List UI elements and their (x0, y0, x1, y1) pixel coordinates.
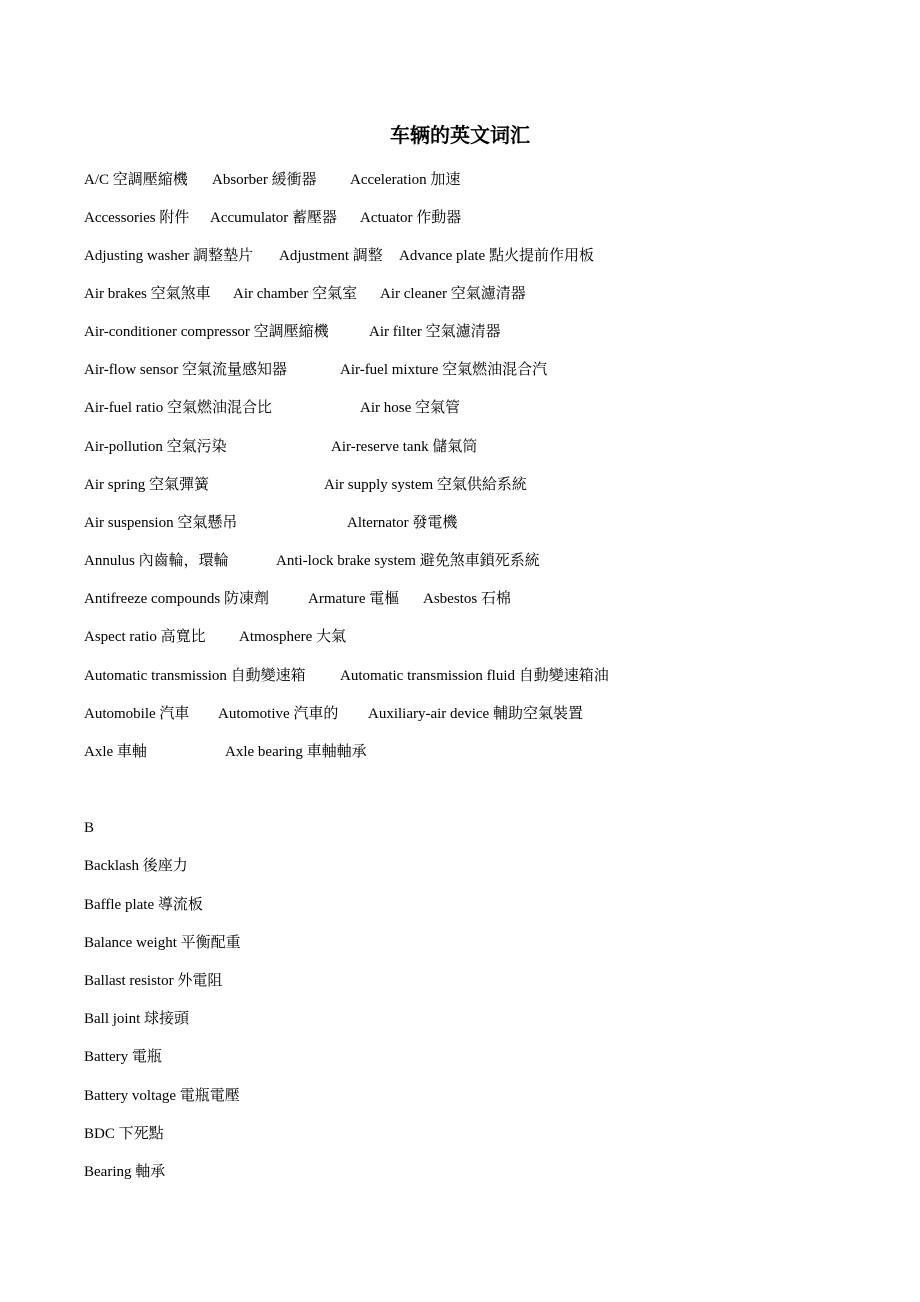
glossary-term: Auxiliary-air device 輔助空氣裝置 (368, 706, 583, 722)
glossary-term: Air suspension 空氣懸吊 (84, 515, 238, 531)
glossary-term: Axle 車軸 (84, 744, 147, 760)
glossary-line: BDC 下死點 (84, 1126, 164, 1142)
glossary-term: Air brakes 空氣煞車 (84, 286, 211, 302)
glossary-line (84, 742, 367, 822)
glossary-term: Accessories 附件 (84, 210, 190, 226)
glossary-term: Automatic transmission 自動變速箱 (84, 668, 306, 684)
glossary-term: Air hose 空氣管 (360, 400, 460, 416)
glossary-term: Actuator 作動器 (360, 210, 462, 226)
glossary-term: Aspect ratio 高寬比 (84, 629, 206, 645)
glossary-term: Automatic transmission fluid 自動變速箱油 (340, 668, 609, 684)
glossary-term: Alternator 發電機 (347, 515, 458, 531)
glossary-term: Adjustment 調整 (279, 248, 383, 264)
glossary-term: Air-flow sensor 空氣流量感知器 (84, 362, 288, 378)
glossary-line: Battery 電瓶 (84, 1049, 162, 1065)
glossary-term: Air-pollution 空氣污染 (84, 439, 227, 455)
glossary-term: Accumulator 蓄壓器 (210, 210, 338, 226)
glossary-line: Baffle plate 導流板 (84, 897, 203, 913)
glossary-term: Air supply system 空氣供給系統 (324, 477, 527, 493)
glossary-term: Antifreeze compounds 防凍劑 (84, 591, 269, 607)
glossary-line: Battery voltage 電瓶電壓 (84, 1088, 240, 1104)
glossary-term: Anti-lock brake system 避免煞車鎖死系統 (276, 553, 540, 569)
glossary-line: Balance weight 平衡配重 (84, 935, 241, 951)
glossary-term: Air spring 空氣彈簧 (84, 477, 209, 493)
glossary-term: Automobile 汽車 (84, 706, 190, 722)
glossary-term: Air filter 空氣濾清器 (369, 324, 501, 340)
glossary-term: Atmosphere 大氣 (239, 629, 347, 645)
glossary-line: Ballast resistor 外電阻 (84, 973, 223, 989)
glossary-term: Air cleaner 空氣濾清器 (380, 286, 526, 302)
glossary-term: Advance plate 點火提前作用板 (399, 248, 594, 264)
glossary-term: Acceleration 加速 (350, 172, 461, 188)
glossary-term: Automotive 汽車的 (218, 706, 339, 722)
glossary-term: Adjusting washer 調整墊片 (84, 248, 254, 264)
glossary-line: Bearing 軸承 (84, 1164, 166, 1180)
document-title: 车辆的英文词汇 (390, 125, 530, 147)
glossary-term: Air-reserve tank 儲氣筒 (331, 439, 478, 455)
glossary-term: Air chamber 空氣室 (233, 286, 358, 302)
glossary-term: Axle bearing 車軸軸承 (225, 744, 367, 760)
glossary-term: A/C 空調壓縮機 (84, 172, 188, 188)
glossary-term: Absorber 緩衝器 (212, 172, 317, 188)
glossary-term: Annulus 內齒輪，環輪 (84, 553, 229, 569)
glossary-term: Air-fuel ratio 空氣燃油混合比 (84, 400, 272, 416)
glossary-term: Air-fuel mixture 空氣燃油混合汽 (340, 362, 548, 378)
glossary-term: Air-conditioner compressor 空調壓縮機 (84, 324, 329, 340)
glossary-term: Asbestos 石棉 (423, 591, 511, 607)
glossary-line: Ball joint 球接頭 (84, 1011, 190, 1027)
section-heading-b: B (84, 820, 95, 836)
glossary-term: Armature 電樞 (308, 591, 400, 607)
glossary-line: Backlash 後座力 (84, 858, 188, 874)
